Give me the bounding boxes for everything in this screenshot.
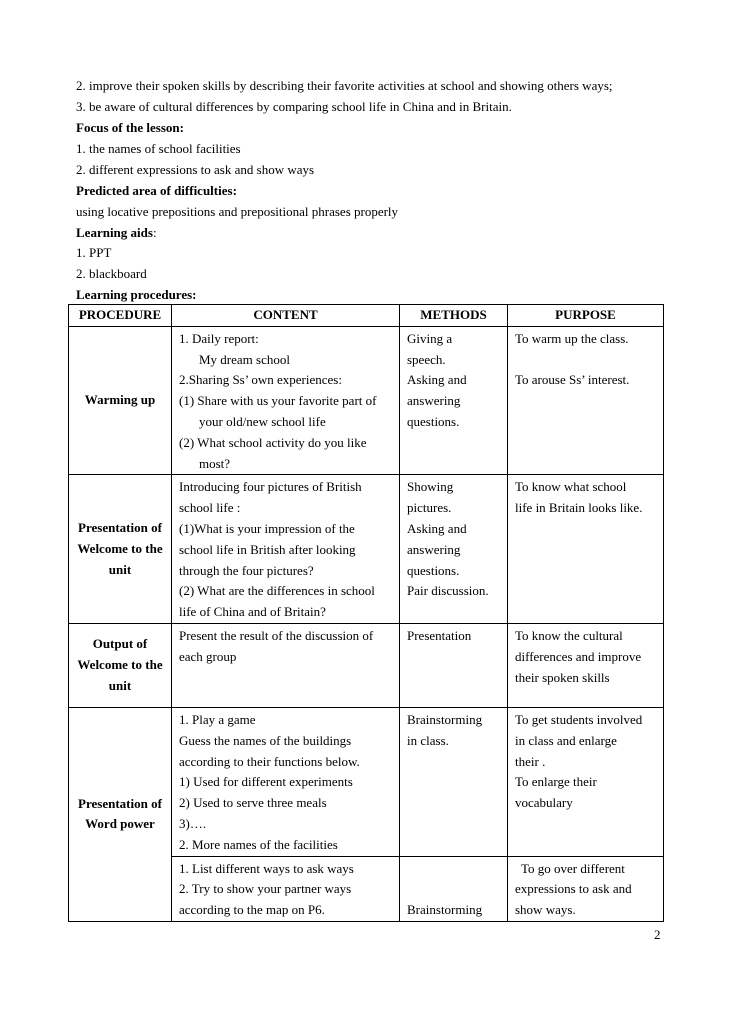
methods-line: questions. [407, 413, 460, 429]
methods-cell [400, 623, 508, 707]
header-methods: METHODS [400, 305, 508, 327]
content-line: according to their functions below. [179, 753, 360, 769]
content-line: 2. Try to show your partner ways [179, 881, 352, 897]
methods-cell [400, 707, 508, 856]
methods-line: Brainstorming [407, 711, 483, 727]
content-line: 2) Used to serve three meals [179, 795, 327, 811]
procedure-cell: Presentation of Welcome to the unit [69, 475, 172, 624]
header-content: CONTENT [172, 305, 400, 327]
methods-line: Presentation [407, 627, 472, 643]
aids-heading-colon: : [152, 225, 157, 240]
methods-cell [400, 856, 508, 921]
purpose-line: show ways. [515, 902, 576, 918]
content-line: (1)What is your impression of the [179, 520, 355, 536]
methods-line: in class. [407, 732, 449, 748]
purpose-line: To arouse Ss’ interest. [515, 372, 630, 388]
methods-line: Pair discussion. [407, 583, 489, 599]
content-line: Present the result of the discussion of [179, 627, 374, 643]
purpose-cell [508, 623, 664, 707]
methods-line: Brainstorming [407, 902, 483, 918]
content-cell [172, 707, 400, 856]
methods-cell [400, 326, 508, 475]
purpose-line: differences and improve [515, 648, 642, 664]
focus-heading: Focus of the lesson: [76, 120, 184, 135]
purpose-line: life in Britain looks like. [515, 500, 643, 516]
content-cell [172, 623, 400, 707]
aids-item: 1. PPT [76, 245, 112, 260]
aids-item: 2. blackboard [76, 266, 147, 281]
content-line: (2) What school activity do you like [179, 434, 367, 450]
content-line: 1. List different ways to ask ways [179, 860, 354, 876]
purpose-line: To warm up the class. [515, 330, 629, 346]
table-row [69, 475, 664, 624]
procedure-cell: Output of Welcome to the unit [69, 623, 172, 707]
methods-line: Showing [407, 479, 454, 495]
purpose-line: To know what school [515, 479, 627, 495]
purpose-line: their . [515, 753, 546, 769]
procedures-table [68, 304, 664, 922]
purpose-line: expressions to ask and [515, 881, 632, 897]
content-line: Guess the names of the buildings [179, 732, 352, 748]
objective-3: 3. be aware of cultural differences by comparing school life in China and in Britain. [76, 99, 512, 114]
procedure-cell: Presentation of Word power [69, 707, 172, 921]
methods-cell [400, 475, 508, 624]
content-cell [172, 326, 400, 475]
content-line: Introducing four pictures of British [179, 479, 362, 495]
methods-line: Asking and [407, 520, 467, 536]
content-cell [172, 856, 400, 921]
content-line: (1) Share with us your favorite part of [179, 393, 377, 409]
header-purpose: PURPOSE [508, 305, 664, 327]
purpose-line: To go over different [521, 860, 625, 876]
content-line: 1. Daily report: [179, 330, 259, 346]
content-line: according to the map on P6. [179, 902, 325, 918]
content-line: 1) Used for different experiments [179, 774, 353, 790]
procedure-cell: Warming up [69, 326, 172, 475]
content-line: (2) What are the differences in school [179, 583, 375, 599]
content-line: life of China and of Britain? [179, 604, 326, 620]
purpose-line: vocabulary [515, 795, 573, 811]
content-line: your old/new school life [199, 413, 326, 429]
objective-2: 2. improve their spoken skills by describing their favorite activities at school and showing others ways; [76, 78, 613, 93]
content-line: My dream school [199, 351, 290, 367]
table-row [69, 707, 664, 856]
focus-item: 2. different expressions to ask and show ways [76, 162, 315, 177]
methods-line: answering [407, 393, 461, 409]
methods-line: answering [407, 541, 461, 557]
content-line: each group [179, 648, 237, 664]
difficulties-text: using locative prepositions and prepositional phrases properly [76, 204, 399, 219]
methods-line: Giving a [407, 330, 453, 346]
purpose-line: their spoken skills [515, 669, 610, 685]
content-cell [172, 475, 400, 624]
focus-item: 1. the names of school facilities [76, 141, 241, 156]
table-header-row [69, 305, 664, 327]
content-line: 2.Sharing Ss’ own experiences: [179, 372, 342, 388]
purpose-cell [508, 707, 664, 856]
purpose-cell [508, 856, 664, 921]
purpose-cell [508, 475, 664, 624]
header-procedure: PROCEDURE [69, 305, 172, 327]
methods-line: questions. [407, 562, 460, 578]
table-row [69, 623, 664, 707]
purpose-cell [508, 326, 664, 475]
methods-line: speech. [407, 351, 446, 367]
purpose-line: To enlarge their [515, 774, 597, 790]
content-line: 1. Play a game [179, 711, 256, 727]
purpose-line: To know the cultural [515, 627, 623, 643]
content-line: most? [199, 455, 231, 471]
aids-heading [76, 225, 157, 241]
table-row [69, 326, 664, 475]
aids-heading-label: Learning aids [76, 225, 153, 240]
purpose-line: To get students involved [515, 711, 643, 727]
content-line: school life : [179, 500, 241, 516]
content-line: 2. More names of the facilities [179, 836, 338, 852]
difficulties-heading: Predicted area of difficulties: [76, 183, 237, 198]
procedures-heading: Learning procedures: [76, 287, 197, 302]
methods-line: pictures. [407, 500, 452, 516]
methods-line: Asking and [407, 372, 467, 388]
purpose-line: in class and enlarge [515, 732, 617, 748]
content-line: through the four pictures? [179, 562, 314, 578]
page-number: 2 [654, 927, 661, 942]
content-line: 3)…. [179, 815, 207, 831]
content-line: school life in British after looking [179, 541, 356, 557]
